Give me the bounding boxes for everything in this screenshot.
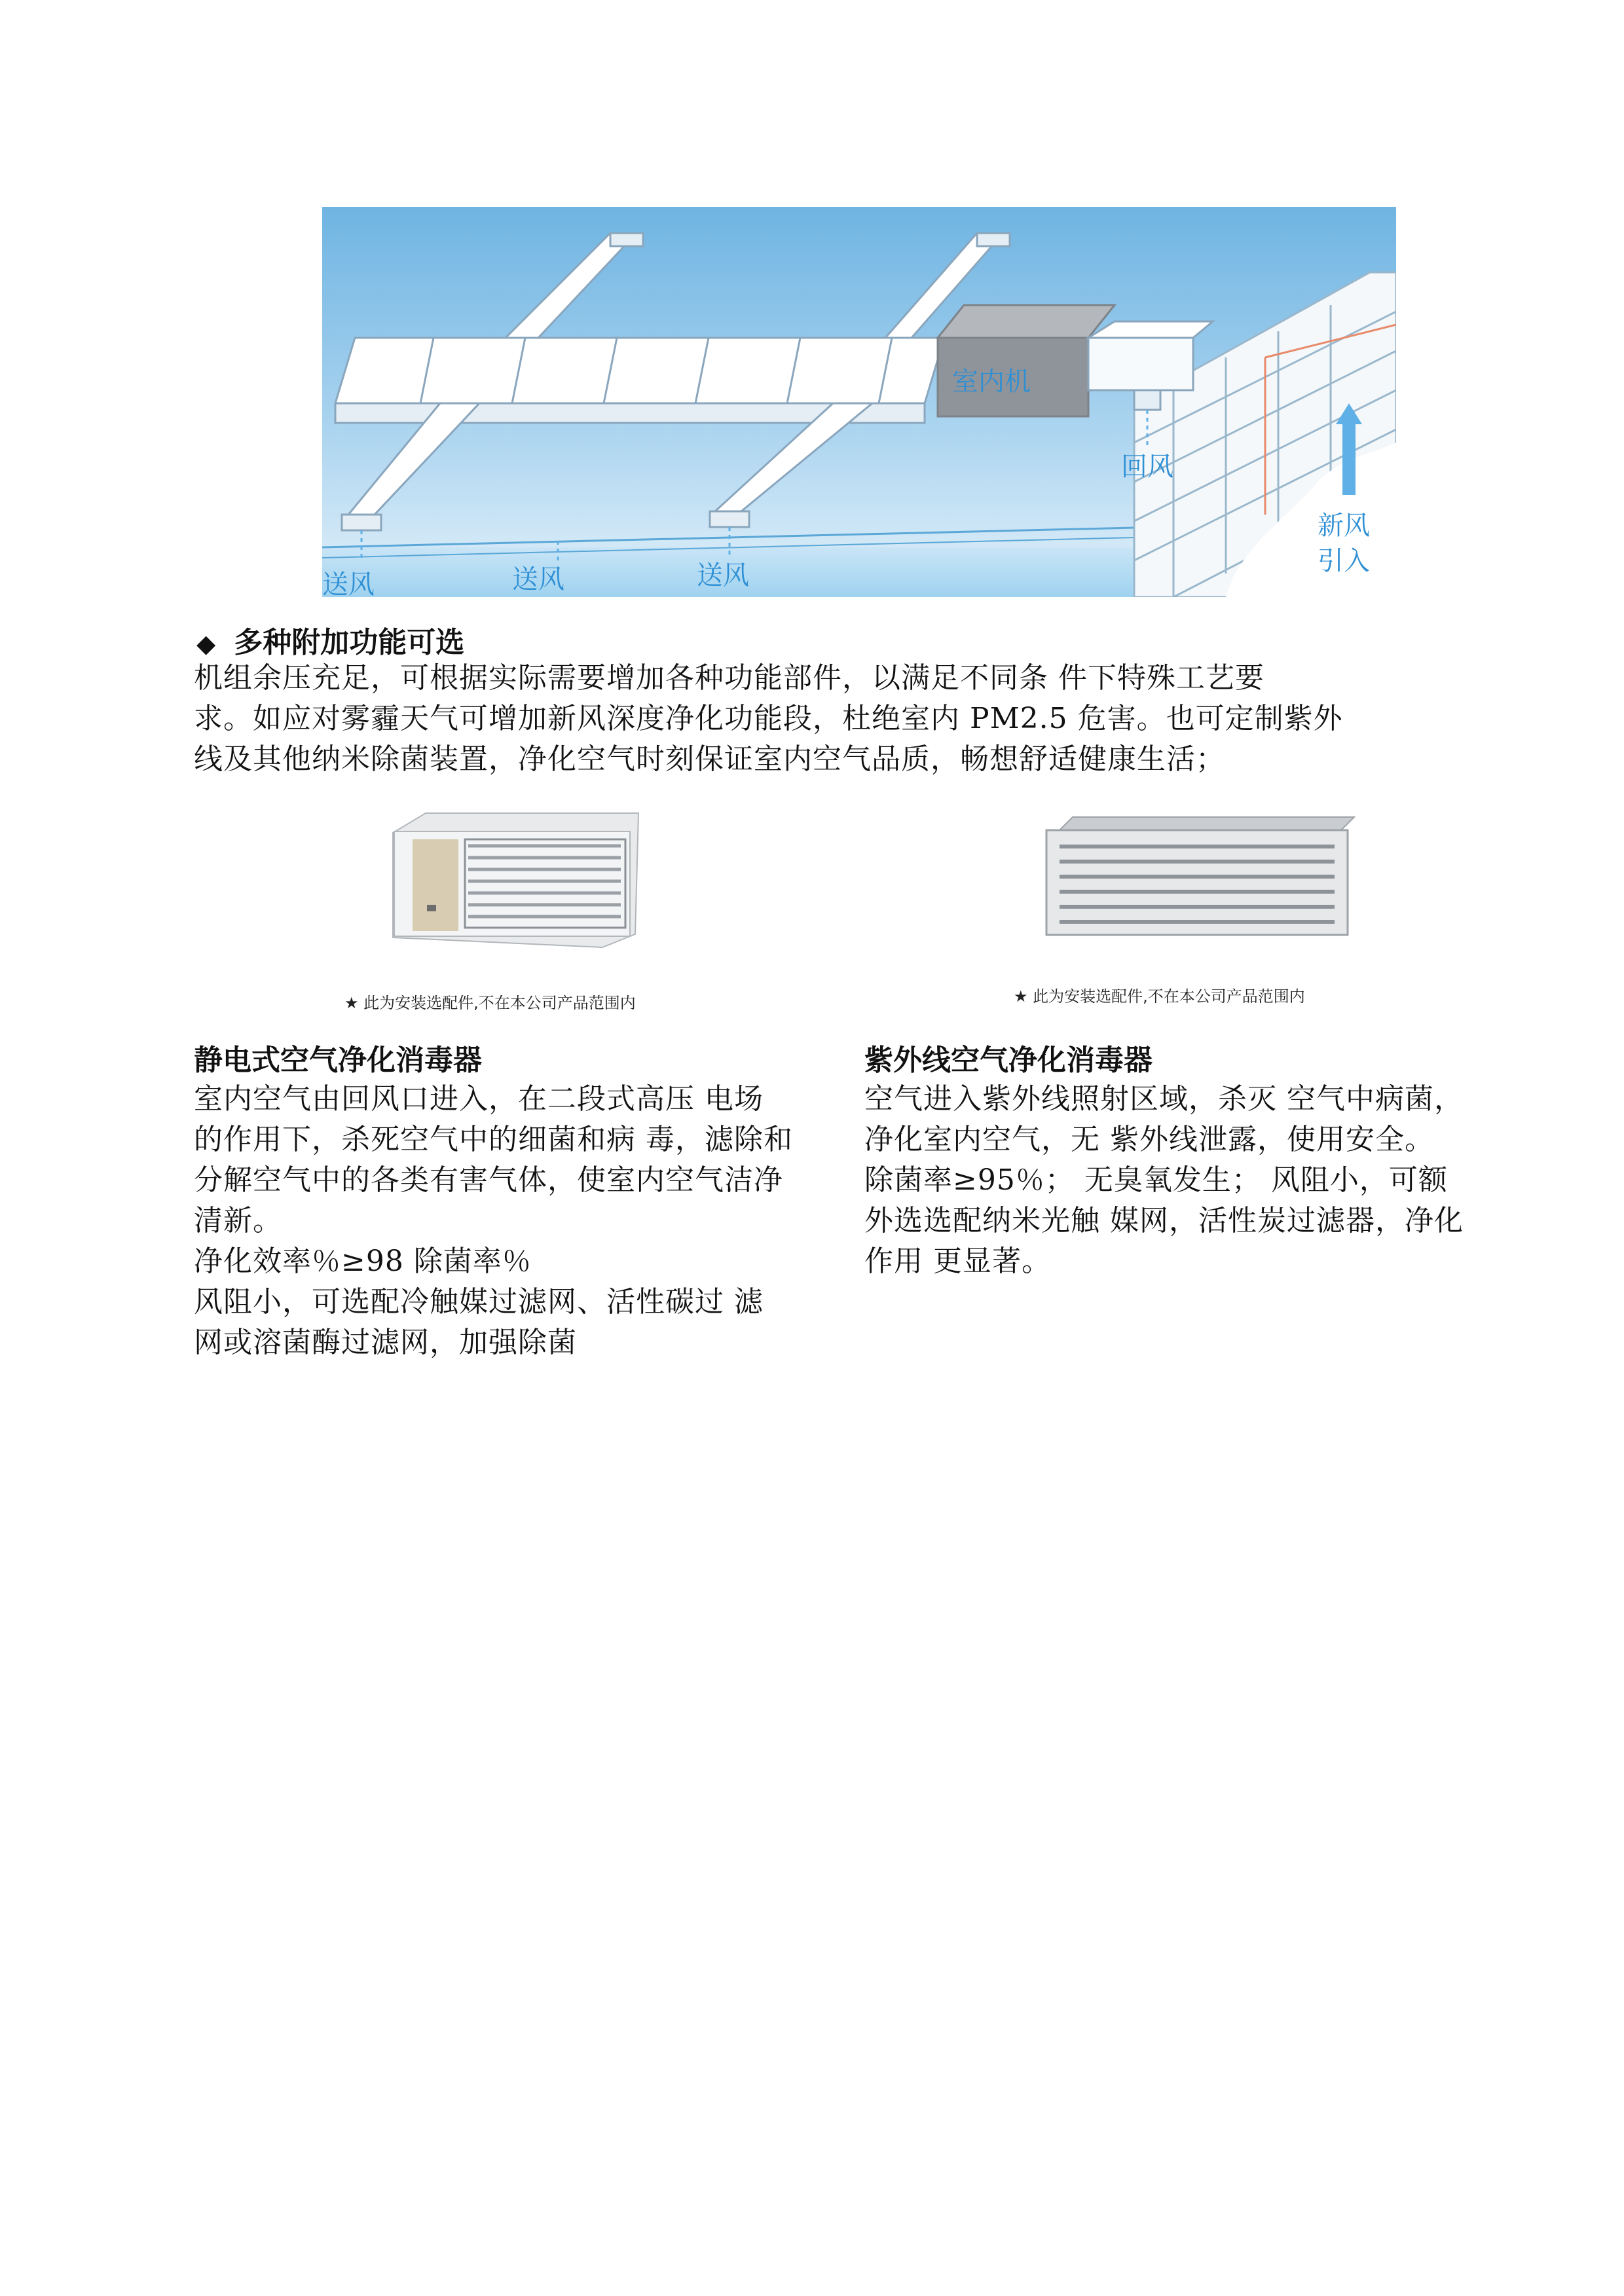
left-line-3: 分解空气中的各类有害气体，使室内空气洁净 [194,1163,783,1197]
right-line-4: 外选选配纳米光触 媒网，活性炭过滤器，净化 [864,1204,1464,1237]
supply-air-label-1: 送风 [322,570,375,597]
uv-purifier-image [1033,811,1361,941]
return-air-label: 回风 [1121,452,1173,482]
supply-air-label-2: 送风 [512,564,564,594]
duct-system-diagram [322,207,1396,597]
right-line-1: 空气进入紫外线照射区域，杀灭 空气中病菌， [864,1082,1464,1116]
features-title [196,619,464,661]
right-product-body [864,1079,1519,1282]
electrostatic-purifier-image [386,807,642,951]
left-line-1: 室内空气由回风口进入，在二段式高压 电场 [194,1082,764,1116]
right-product-title: 紫外线空气净化消毒器 [864,1044,1153,1077]
left-line-5: 净化效率％≥98 除菌率％ [194,1245,532,1278]
left-line-7: 网或溶菌酶过滤网，加强除菌 [194,1326,577,1359]
right-line-2: 净化室内空气，无 紫外线泄露，使用安全。 [864,1123,1434,1156]
indoor-unit-label: 室内机 [952,367,1031,397]
supply-air-label-3: 送风 [697,560,749,591]
right-line-5: 作用 更显著。 [864,1245,1051,1278]
fresh-air-label-line2: 引入 [1318,546,1370,576]
right-product-note: ★ 此为安装选配件,不在本公司产品范围内 [1014,987,1305,1006]
features-body [194,658,1438,780]
left-line-2: 的作用下，杀死空气中的细菌和病 毒，滤除和 [194,1123,793,1156]
left-product-title: 静电式空气净化消毒器 [194,1044,482,1077]
left-product-note: ★ 此为安装选配件,不在本公司产品范围内 [344,994,636,1012]
features-line-3: 线及其他纳米除菌装置，净化空气时刻保证室内空气品质，畅想舒适健康生活； [194,742,1225,776]
left-line-6: 风阻小，可选配冷触媒过滤网、活性碳过 滤 [194,1285,764,1319]
features-line-2: 求。如应对雾霾天气可增加新风深度净化功能段，杜绝室内 PM2.5 危害。也可定制紫外 [194,702,1343,735]
duct-illustration [322,207,1396,597]
right-line-3: 除菌率≥95％； 无臭氧发生； 风阻小，可额 [864,1163,1448,1197]
diamond-bullet-icon: ◆ [196,629,216,658]
features-line-1: 机组余压充足，可根据实际需要增加各种功能部件，以满足不同条 件下特殊工艺要 [194,661,1264,695]
fresh-air-label-line1: 新风 [1318,511,1370,541]
left-line-4: 清新。 [194,1204,282,1237]
features-title-text: 多种附加功能可选 [234,626,465,659]
left-product-body [194,1079,849,1363]
